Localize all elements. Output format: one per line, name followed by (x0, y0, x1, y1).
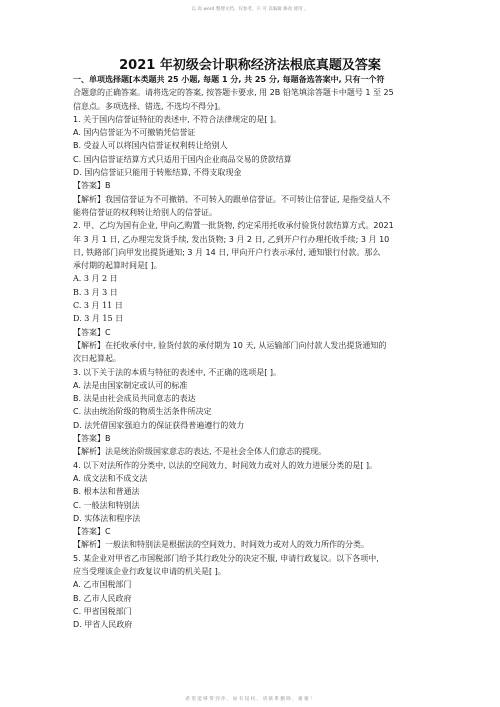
text-line: 一、单项选择题[本类题共 25 小题, 每题 1 分, 共 25 分, 每题备选答案中, 只有一个符 (73, 75, 385, 84)
footer-note: 希 望 能 够 帮 到 你 ， 如 有 侵 权 ， 请 联 系 删 除 ， 谢 谢 ！ (185, 697, 315, 702)
text-line: 日, 铁路部门向甲发出提货通知; 3 月 14 日, 甲向开户行表示承付, 通知银行付款。那么 (73, 247, 381, 257)
text-line: C. 一般法和特别法 (73, 500, 140, 510)
text-line: 【解析】一般法和特别法是根据法的空间效力、时间效力或对人的效力所作的分类。 (73, 540, 369, 550)
text-line: 2. 甲、乙均为国有企业, 甲向乙购置一批货物, 约定采用托收承付验货付款结算方式。2021 (73, 221, 394, 231)
text-line: 次日起算起。 (73, 354, 121, 364)
text-line: B. 受益人可以将国内信誉证权利转让给别人 (73, 141, 228, 151)
text-line: D. 法凭借国家强迫力的保证获得普遍遵行的效力 (73, 420, 245, 430)
text-line: 年 3 月 1 日, 乙办理完发货手续, 发出货物; 3 月 2 日, 乙到开户行办理托收手续; 3 月 10 (73, 234, 390, 244)
text-line: D. 国内信誉证只能用于转账结算, 不得支取现金 (73, 168, 242, 178)
text-line: 【解析】我国信誉证为不可撤销、不可转入的跟单信誉证。不可转让信誉证, 是指受益人不 (73, 194, 391, 204)
text-line: 【解析】法是统治阶级国家意志的表达, 不是社会全体人们意志的提现。 (73, 447, 327, 457)
text-line: 能将信誉证的权利转让给别人的信誉证。 (73, 207, 217, 217)
text-line: 4. 以下对法所作的分类中, 以法的空间效力、时间效力或对人的效力进展分类的是[ ]。 (73, 460, 378, 470)
text-line: C. 国内信誉证结算方式只适用于国内企业商品交易的贷款结算 (73, 154, 292, 164)
text-line: 合题意的正确答案。请将选定的答案, 按答题卡要求, 用 2B 铅笔填涂答题卡中题号 1 至 25 (73, 88, 394, 98)
text-line: 【答案】B (73, 434, 111, 444)
document-body (73, 73, 433, 631)
text-line: A. 成文法和不成文法 (73, 473, 148, 483)
text-line: 应当受理该企业行政复议申请的机关是[ ]。 (73, 566, 226, 576)
text-line: B. 乙市人民政府 (73, 593, 132, 603)
text-line: C. 甲省国税部门 (73, 606, 132, 616)
header-note: 以 高 word 整理文档，仅参考，只 可 以编辑 修改 使用 。 (191, 7, 309, 12)
text-line: 1. 关于国内信誉证特征的表述中, 不符合法律规定的是[ ]。 (73, 114, 282, 124)
text-line: D. 甲省人民政府 (73, 620, 133, 630)
text-line: B. 法是由社会成员共同意志的表达 (73, 394, 196, 404)
text-line: A. 法是由国家制定或认可的标准 (73, 380, 188, 390)
text-line: C. 3 月 11 日 (73, 301, 123, 311)
text-line: B. 3 月 3 日 (73, 287, 118, 297)
text-line: 【答案】C (73, 527, 111, 537)
text-line: A. 国内信誉证为不可撤销凭信誉证 (73, 128, 196, 138)
text-line: 信息点。多项选择、错选, 不选均不得分]。 (73, 101, 226, 111)
text-line: 3. 以下关于法的本质与特征的表述中, 不正确的选项是[ ]。 (73, 367, 282, 377)
text-line: A. 3 月 2 日 (73, 274, 118, 284)
document-title: 2021 年初级会计职称经济法根底真题及答案 (119, 58, 381, 73)
text-line: D. 3 月 15 日 (73, 314, 124, 324)
text-line: A. 乙市国税部门 (73, 580, 132, 590)
text-line: 【答案】B (73, 181, 111, 191)
text-line: C. 法由统治阶级的物质生活条件所决定 (73, 407, 212, 417)
text-line: 5. 某企业对甲省乙市国税部门给予其行政处分的决定不服, 申请行政复议。以下各项中, (73, 553, 379, 563)
text-line: 【答案】C (73, 327, 111, 337)
text-line: 承付期的起算时间是[ ]。 (73, 261, 162, 271)
text-line: B. 根本法和普通法 (73, 487, 140, 497)
text-line: 【解析】在托收承付中, 验货付款的承付期为 10 天, 从运输部门向付款人发出提货通知的 (73, 340, 387, 350)
text-line: D. 实体法和程序法 (73, 513, 141, 523)
